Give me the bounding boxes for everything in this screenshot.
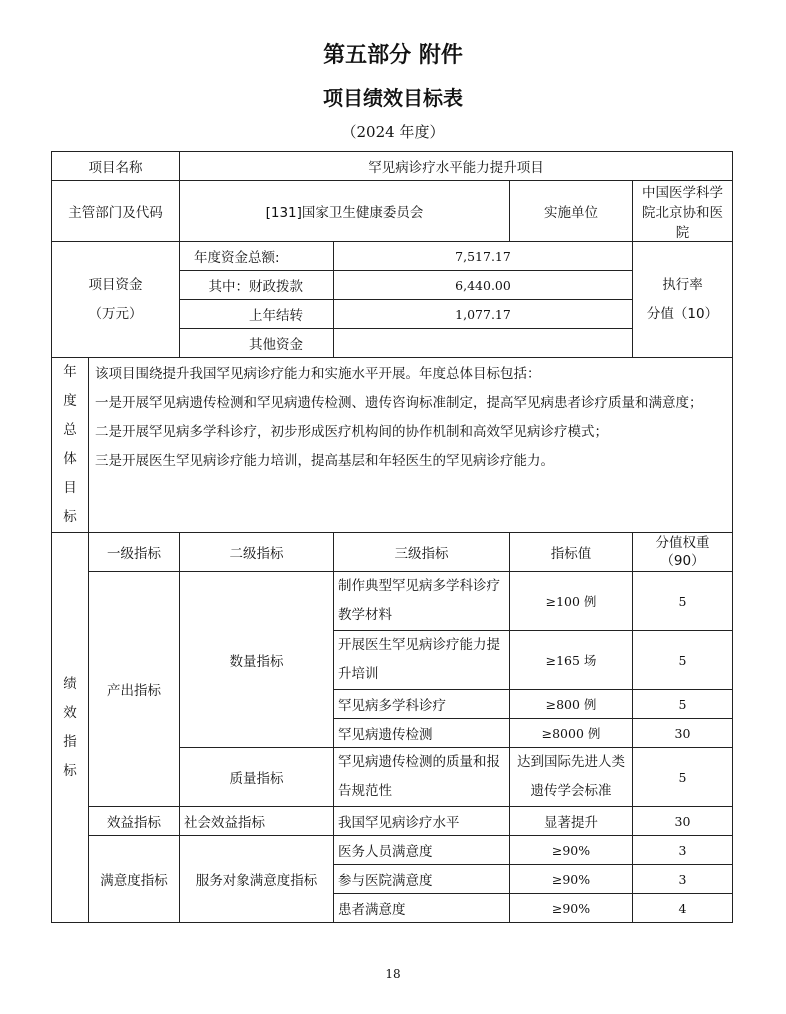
header-weight [633,533,733,572]
fiscal-year: （2024 年度） [341,123,445,141]
project-name-label: 项目名称 [52,152,180,181]
goal-line: 三是开展医生罕见病诊疗能力培训，提高基层和年轻医生的罕见病诊疗能力。 [95,453,554,469]
quality-indicator-label: 质量指标 [180,748,334,807]
indicator-weight: 5 [633,572,733,631]
implementing-unit-label: 实施单位 [510,181,633,242]
perf-label-char: 绩 [63,675,77,692]
indicator-weight: 4 [633,894,733,923]
perf-label-char: 效 [63,704,77,721]
header-weight-line2: （90） [660,553,705,569]
indicator-name: 罕见病多学科诊疗 [334,690,510,719]
indicator-value: ≥800 例 [510,690,633,719]
indicator-weight: 3 [633,865,733,894]
header-level1: 一级指标 [89,533,180,572]
goal-label-char: 度 [63,393,77,409]
header-level3: 三级指标 [334,533,510,572]
indicator-name: 罕见病遗传检测 [334,719,510,748]
funds-other-value [334,329,633,358]
goal-label-char: 总 [63,422,77,438]
indicator-weight: 30 [633,719,733,748]
satisfaction-indicator-label: 满意度指标 [89,836,180,923]
goal-label-char: 标 [63,509,77,525]
goal-line: 该项目围绕提升我国罕见病诊疗能力和实施水平开展。年度总体目标包括： [95,366,541,382]
indicator-row [52,572,733,631]
department-value: [131]国家卫生健康委员会 [180,181,510,242]
indicator-row [52,836,733,865]
funds-label-line1: 项目资金 [88,276,143,293]
execution-rate-cell [633,242,733,358]
indicator-row [52,807,733,836]
document-title: 第五部分 附件 [323,43,463,68]
indicator-name: 参与医院满意度 [334,865,510,894]
indicator-value: ≥90% [510,836,633,865]
indicator-weight: 3 [633,836,733,865]
funds-carry-value: 1,077.17 [334,300,633,329]
indicator-value: ≥165 场 [510,631,633,690]
implementing-unit-value: 中国医学科学院北京协和医院 [633,181,733,242]
indicator-weight: 5 [633,748,733,807]
funds-carry-label: 上年结转 [180,300,334,329]
indicator-value: 显著提升 [510,807,633,836]
benefit-indicator-label: 效益指标 [89,807,180,836]
indicator-value: ≥90% [510,865,633,894]
indicator-name: 我国罕见病诊疗水平 [334,807,510,836]
table-title: 项目绩效目标表 [323,86,463,110]
indicator-name: 开展医生罕见病诊疗能力提升培训 [334,631,510,690]
department-label: 主管部门及代码 [52,181,180,242]
indicator-weight: 30 [633,807,733,836]
output-indicator-label: 产出指标 [89,572,180,807]
social-benefit-label: 社会效益指标 [180,807,334,836]
funds-total-label: 年度资金总额: [180,242,334,271]
funds-fiscal-value: 6,440.00 [334,271,633,300]
annual-goal-row [52,358,733,533]
goal-label-char: 体 [63,451,77,467]
annual-goal-text [89,358,733,533]
goal-line: 一是开展罕见病遗传检测和罕见病遗传检测、遗传咨询标准制定，提高罕见病患者诊疗质量和满意度； [95,395,703,411]
department-row [52,181,733,242]
goal-line: 二是开展罕见病多学科诊疗，初步形成医疗机构间的协作机制和高效罕见病诊疗模式； [95,424,608,440]
page-number: 18 [385,967,401,981]
indicator-name: 制作典型罕见病多学科诊疗教学材料 [334,572,510,631]
indicator-name: 患者满意度 [334,894,510,923]
indicator-value: ≥90% [510,894,633,923]
funds-label [52,242,180,358]
execution-rate-label: 执行率 [662,276,703,293]
project-name-value: 罕见病诊疗水平能力提升项目 [180,152,733,181]
goal-label-char: 目 [63,480,77,496]
goal-label-char: 年 [63,364,77,380]
indicator-name: 罕见病遗传检测的质量和报告规范性 [334,748,510,807]
funds-other-label: 其他资金 [180,329,334,358]
header-level2: 二级指标 [180,533,334,572]
header-weight-line1: 分值权重 [655,535,710,551]
service-satisfaction-label: 服务对象满意度指标 [180,836,334,923]
indicator-header-row [52,533,733,572]
funds-label-line2: （万元） [88,305,143,322]
annual-goal-label [52,358,89,533]
perf-label-char: 指 [63,733,77,750]
indicator-value: ≥100 例 [510,572,633,631]
performance-indicator-label [52,533,89,923]
quantity-indicator-label: 数量指标 [180,572,334,748]
indicator-weight: 5 [633,690,733,719]
performance-target-table [51,151,733,923]
funds-fiscal-label: 其中：财政拨款 [180,271,334,300]
project-name-row [52,152,733,181]
indicator-weight: 5 [633,631,733,690]
indicator-name: 医务人员满意度 [334,836,510,865]
funds-total-value: 7,517.17 [334,242,633,271]
perf-label-char: 标 [63,762,77,779]
execution-rate-score: 分值（10） [646,305,719,322]
indicator-value: 达到国际先进人类遗传学会标准 [510,748,633,807]
header-value: 指标值 [510,533,633,572]
indicator-value: ≥8000 例 [510,719,633,748]
funds-total-row [52,242,733,271]
